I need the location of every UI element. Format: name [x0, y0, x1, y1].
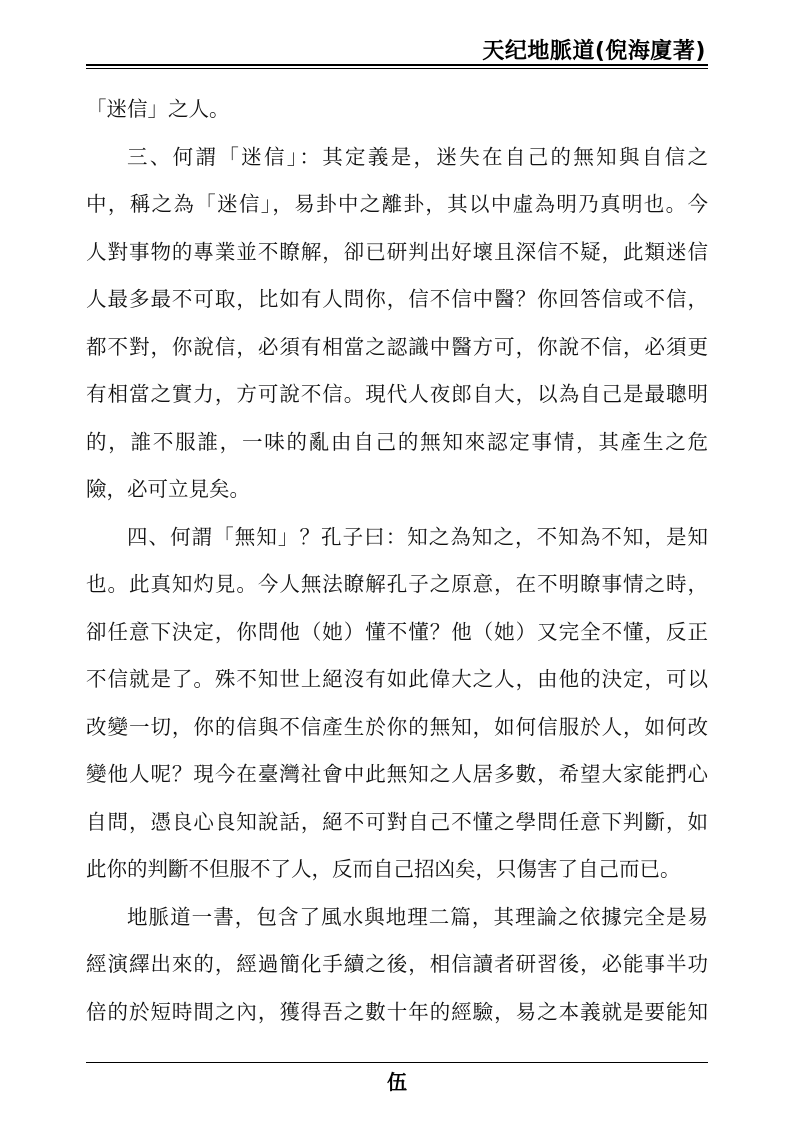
- text-line: 人最多最不可取，比如有人問你，信不信中醫？你回答信或不信，: [86, 287, 708, 311]
- text-line: 地脈道一書，包含了風水與地理二篇，其理論之依據完全是易: [127, 904, 708, 929]
- text-line: 經演繹出來的，經過簡化手續之後，相信讀者研習後，必能事半功: [86, 952, 708, 976]
- text-line: 四、何謂「無知」？孔子曰：知之為知之，不知為不知，是知: [127, 524, 708, 549]
- text-line: 倍的於短時間之內，獲得吾之數十年的經驗，易之本義就是要能知: [86, 999, 708, 1024]
- running-header-title: 天纪地脈道(倪海廈著): [482, 39, 706, 64]
- text-line: 此你的判斷不但服不了人，反而自己招凶矣，只傷害了自己而已。: [86, 857, 681, 881]
- text-line: 有相當之實力，方可說不信。現代人夜郎自大，以為自己是最聰明: [86, 382, 708, 406]
- text-line: 中，稱之為「迷信」，易卦中之離卦，其以中虛為明乃真明也。今: [86, 192, 708, 216]
- footer-rule: [86, 1062, 708, 1063]
- text-line: 都不對，你說信，必須有相當之認識中醫方可，你說不信，必須更: [86, 334, 708, 359]
- text-line: 改變一切，你的信與不信產生於你的無知，如何信服於人，如何改: [86, 714, 708, 739]
- text-line: 人對事物的專業並不瞭解，卻已研判出好壞且深信不疑，此類迷信: [86, 239, 708, 264]
- text-line: 的，誰不服誰，一味的亂由自己的無知來認定事情，其產生之危: [86, 429, 708, 454]
- body-text: [86, 86, 708, 1036]
- header-rule-thick: [86, 64, 708, 66]
- header-rule-thin: [86, 68, 708, 69]
- text-line: 變他人呢？現今在臺灣社會中此無知之人居多數，希望大家能捫心: [86, 762, 708, 786]
- page-number: 伍: [387, 1070, 407, 1094]
- text-line: 三、何謂「迷信」：其定義是，迷失在自己的無知與自信之: [127, 144, 708, 169]
- text-line: 不信就是了。殊不知世上絕沒有如此偉大之人，由他的決定，可以: [86, 667, 708, 691]
- text-line: 卻任意下決定，你問他（她）懂不懂？他（她）又完全不懂，反正: [86, 619, 708, 644]
- text-line: 也。此真知灼見。今人無法瞭解孔子之原意，在不明瞭事情之時，: [86, 572, 708, 596]
- text-line: 險，必可立見矣。: [86, 477, 250, 501]
- text-line: 「迷信」之人。: [86, 97, 230, 121]
- text-line: 自問，憑良心良知說話，絕不可對自己不懂之學問任意下判斷，如: [86, 809, 708, 834]
